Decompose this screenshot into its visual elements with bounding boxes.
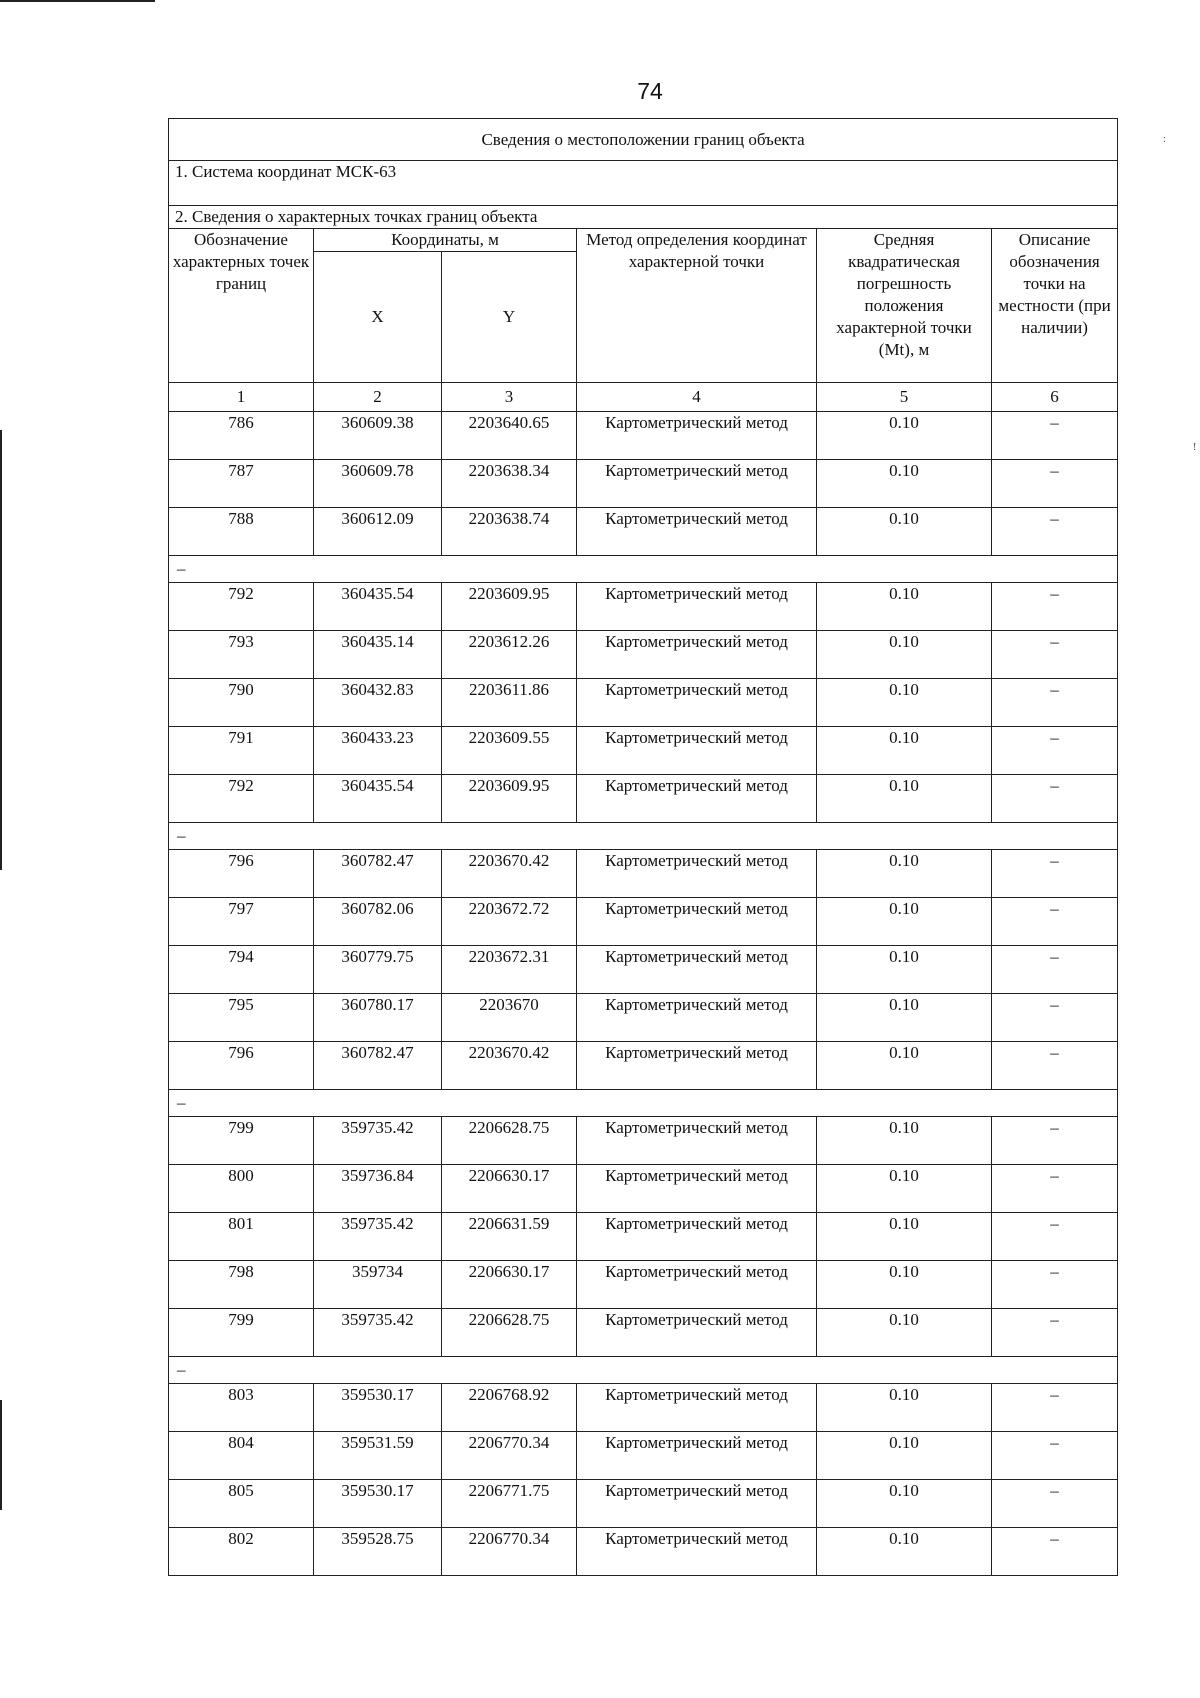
error-value: 0.10 [817,1165,992,1213]
x-coordinate: 360435.14 [314,631,442,679]
error-value: 0.10 [817,1528,992,1576]
header-point: Обозначение характерных точек границ [169,229,314,383]
error-value: 0.10 [817,1480,992,1528]
method: Картометрический метод [577,994,817,1042]
description: – [992,1117,1118,1165]
column-number: 5 [817,383,992,412]
point-id: 800 [169,1165,314,1213]
group-separator: – [169,1090,1118,1117]
error-value: 0.10 [817,1117,992,1165]
margin-mark: : [1163,134,1166,145]
table-row [169,1528,1118,1576]
y-coordinate: 2203609.95 [442,583,577,631]
x-coordinate: 360432.83 [314,679,442,727]
x-coordinate: 359735.42 [314,1213,442,1261]
point-id: 796 [169,1042,314,1090]
description: – [992,775,1118,823]
error-value: 0.10 [817,1432,992,1480]
description: – [992,631,1118,679]
description: – [992,727,1118,775]
error-value: 0.10 [817,412,992,460]
method: Картометрический метод [577,1261,817,1309]
y-coordinate: 2206628.75 [442,1309,577,1357]
point-id: 797 [169,898,314,946]
error-value: 0.10 [817,1213,992,1261]
description: – [992,1213,1118,1261]
method: Картометрический метод [577,679,817,727]
table-row [169,508,1118,556]
table-row [169,994,1118,1042]
table-row [169,412,1118,460]
point-id: 802 [169,1528,314,1576]
column-number: 6 [992,383,1118,412]
header-x: X [314,252,442,383]
point-id: 803 [169,1384,314,1432]
scan-edge-line [0,1400,2,1510]
error-value: 0.10 [817,508,992,556]
x-coordinate: 360782.06 [314,898,442,946]
error-value: 0.10 [817,994,992,1042]
group-separator: – [169,823,1118,850]
table-row [169,1384,1118,1432]
table-row [169,946,1118,994]
table-row [169,1309,1118,1357]
boundary-points-table [168,118,1118,1576]
description: – [992,898,1118,946]
x-coordinate: 360782.47 [314,1042,442,1090]
point-id: 792 [169,775,314,823]
error-value: 0.10 [817,775,992,823]
y-coordinate: 2206770.34 [442,1528,577,1576]
method: Картометрический метод [577,1117,817,1165]
table-row [169,1117,1118,1165]
description: – [992,1261,1118,1309]
description: – [992,679,1118,727]
table-row [169,679,1118,727]
table-row [169,1432,1118,1480]
coordinate-system: 1. Система координат МСК-63 [169,161,1118,206]
x-coordinate: 359736.84 [314,1165,442,1213]
y-coordinate: 2203612.26 [442,631,577,679]
y-coordinate: 2203611.86 [442,679,577,727]
error-value: 0.10 [817,1384,992,1432]
point-id: 798 [169,1261,314,1309]
header-coords: Координаты, м [314,229,577,252]
error-value: 0.10 [817,583,992,631]
error-value: 0.10 [817,1261,992,1309]
point-id: 790 [169,679,314,727]
x-coordinate: 359531.59 [314,1432,442,1480]
point-id: 795 [169,994,314,1042]
table-row [169,727,1118,775]
table-row [169,898,1118,946]
method: Картометрический метод [577,1432,817,1480]
y-coordinate: 2203609.95 [442,775,577,823]
header-method: Метод определения координат характерной точки [577,229,817,383]
method: Картометрический метод [577,1480,817,1528]
description: – [992,1528,1118,1576]
error-value: 0.10 [817,850,992,898]
error-value: 0.10 [817,1042,992,1090]
group-separator-row [169,1357,1118,1384]
table-row [169,775,1118,823]
header-error: Средняя квадратическая погрешность положения характерной точки (Mt), м [817,229,992,383]
y-coordinate: 2206771.75 [442,1480,577,1528]
table-row [169,850,1118,898]
error-value: 0.10 [817,898,992,946]
scan-edge-line [0,430,2,870]
description: – [992,994,1118,1042]
point-id: 799 [169,1117,314,1165]
table-title: Сведения о местоположении границ объекта [169,119,1118,161]
table-row [169,1480,1118,1528]
description: – [992,1432,1118,1480]
y-coordinate: 2203670 [442,994,577,1042]
error-value: 0.10 [817,460,992,508]
point-id: 794 [169,946,314,994]
method: Картометрический метод [577,898,817,946]
y-coordinate: 2206768.92 [442,1384,577,1432]
method: Картометрический метод [577,460,817,508]
group-separator-row [169,823,1118,850]
point-id: 801 [169,1213,314,1261]
table-row [169,460,1118,508]
x-coordinate: 359530.17 [314,1480,442,1528]
method: Картометрический метод [577,583,817,631]
section-title: 2. Сведения о характерных точках границ объекта [169,206,1118,229]
margin-mark: ! [1193,442,1197,453]
group-separator: – [169,556,1118,583]
x-coordinate: 360782.47 [314,850,442,898]
x-coordinate: 359530.17 [314,1384,442,1432]
description: – [992,508,1118,556]
description: – [992,460,1118,508]
y-coordinate: 2203638.74 [442,508,577,556]
group-separator-row [169,1090,1118,1117]
error-value: 0.10 [817,631,992,679]
method: Картометрический метод [577,775,817,823]
description: – [992,850,1118,898]
point-id: 786 [169,412,314,460]
x-coordinate: 360609.38 [314,412,442,460]
method: Картометрический метод [577,727,817,775]
x-coordinate: 360779.75 [314,946,442,994]
method: Картометрический метод [577,1309,817,1357]
description: – [992,1165,1118,1213]
column-number: 2 [314,383,442,412]
description: – [992,583,1118,631]
description: – [992,1042,1118,1090]
point-id: 791 [169,727,314,775]
y-coordinate: 2203609.55 [442,727,577,775]
error-value: 0.10 [817,1309,992,1357]
y-coordinate: 2203638.34 [442,460,577,508]
x-coordinate: 359528.75 [314,1528,442,1576]
point-id: 799 [169,1309,314,1357]
method: Картометрический метод [577,1384,817,1432]
x-coordinate: 360435.54 [314,775,442,823]
y-coordinate: 2203672.72 [442,898,577,946]
description: – [992,946,1118,994]
method: Картометрический метод [577,508,817,556]
description: – [992,1309,1118,1357]
point-id: 805 [169,1480,314,1528]
header-description: Описание обозначения точки на местности (при наличии) [992,229,1118,383]
point-id: 792 [169,583,314,631]
top-edge-line [0,0,155,2]
y-coordinate: 2203640.65 [442,412,577,460]
error-value: 0.10 [817,679,992,727]
x-coordinate: 360433.23 [314,727,442,775]
x-coordinate: 360435.54 [314,583,442,631]
method: Картометрический метод [577,946,817,994]
table-row [169,1213,1118,1261]
header-y: Y [442,252,577,383]
column-number: 4 [577,383,817,412]
error-value: 0.10 [817,727,992,775]
x-coordinate: 360780.17 [314,994,442,1042]
y-coordinate: 2203670.42 [442,1042,577,1090]
method: Картометрический метод [577,850,817,898]
point-id: 788 [169,508,314,556]
x-coordinate: 359734 [314,1261,442,1309]
group-separator-row [169,556,1118,583]
y-coordinate: 2206770.34 [442,1432,577,1480]
y-coordinate: 2206631.59 [442,1213,577,1261]
x-coordinate: 359735.42 [314,1309,442,1357]
point-id: 796 [169,850,314,898]
y-coordinate: 2206630.17 [442,1165,577,1213]
y-coordinate: 2203672.31 [442,946,577,994]
column-number: 3 [442,383,577,412]
point-id: 793 [169,631,314,679]
description: – [992,412,1118,460]
method: Картометрический метод [577,631,817,679]
x-coordinate: 359735.42 [314,1117,442,1165]
method: Картометрический метод [577,1165,817,1213]
point-id: 787 [169,460,314,508]
description: – [992,1480,1118,1528]
y-coordinate: 2206628.75 [442,1117,577,1165]
y-coordinate: 2203670.42 [442,850,577,898]
table-row [169,1165,1118,1213]
table-row [169,1261,1118,1309]
table-row [169,631,1118,679]
method: Картометрический метод [577,1528,817,1576]
y-coordinate: 2206630.17 [442,1261,577,1309]
table-row [169,1042,1118,1090]
column-number: 1 [169,383,314,412]
x-coordinate: 360609.78 [314,460,442,508]
page-number: 74 [637,78,663,104]
error-value: 0.10 [817,946,992,994]
group-separator: – [169,1357,1118,1384]
method: Картометрический метод [577,1213,817,1261]
x-coordinate: 360612.09 [314,508,442,556]
method: Картометрический метод [577,1042,817,1090]
description: – [992,1384,1118,1432]
method: Картометрический метод [577,412,817,460]
table-row [169,583,1118,631]
point-id: 804 [169,1432,314,1480]
